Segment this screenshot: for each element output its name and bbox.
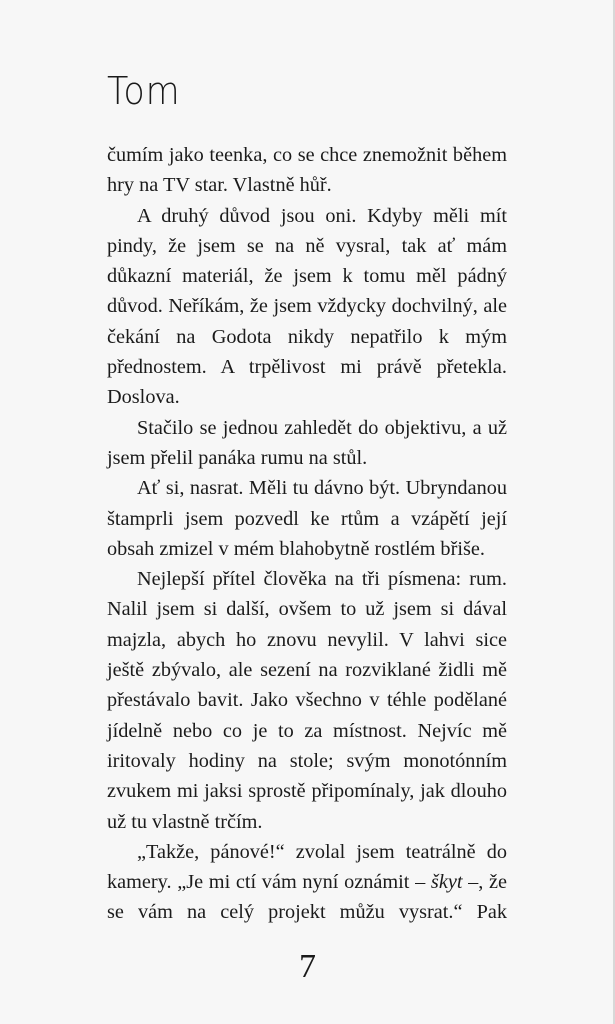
paragraph: A druhý důvod jsou oni. Kdyby měli mít pindy, že jsem se na ně vysral, tak ať mám důkazní materiál, že jsem k tomu měl pádný důvod. Neříkám, že jsem vždycky dochvilný, ale čekání na Godota nikdy nepatřilo k mým přednostem. A trpělivost mi právě přetekla. Doslova. — [107, 204, 507, 409]
chapter-title: Tom — [107, 69, 181, 113]
paragraph: Ať si, nasrat. Měli tu dávno být. Ubryndanou štamprli jsem pozvedl ke rtům a vzápětí její obsah zmizel v mém blahobytně rostlém břiše. — [107, 477, 507, 560]
page-number: 7 — [299, 948, 316, 985]
paragraph: čumím jako teenka, co se chce znemožnit během hry na TV star. Vlastně hůř. — [107, 144, 507, 197]
italic-hiccup: škyt — [430, 871, 463, 894]
paragraph-dialogue — [107, 837, 507, 928]
dialogue-text: „Takže, pánové!“ zvolal jsem teatrálně do kamery. „Je mi ctí vám nyní oznámit – — [107, 840, 507, 894]
body-text — [107, 140, 507, 928]
paragraph: Stačilo se jednou zahledět do objektivu, a už jsem přelil panáka rumu na stůl. — [107, 416, 507, 469]
dialogue-text-continued: –, že se vám na celý projekt můžu vysrat.“ Pak — [107, 871, 507, 924]
paragraph: Nejlepší přítel člověka na tři písmena: rum. Nalil jsem si další, ovšem to už jsem si dával majzla, abych ho znovu nevylil. V lahvi sice ještě zbývalo, ale sezení na rozviklané židli mě přestávalo bavit. Jako všechno v téhle podělané jídelně nebo co je to za místnost. Nejvíc mě iritovaly hodiny na stole; svým monotónním zvukem mi jaksi sprostě připomínaly, jak dlouho už tu vlastně trčím. — [107, 568, 507, 833]
